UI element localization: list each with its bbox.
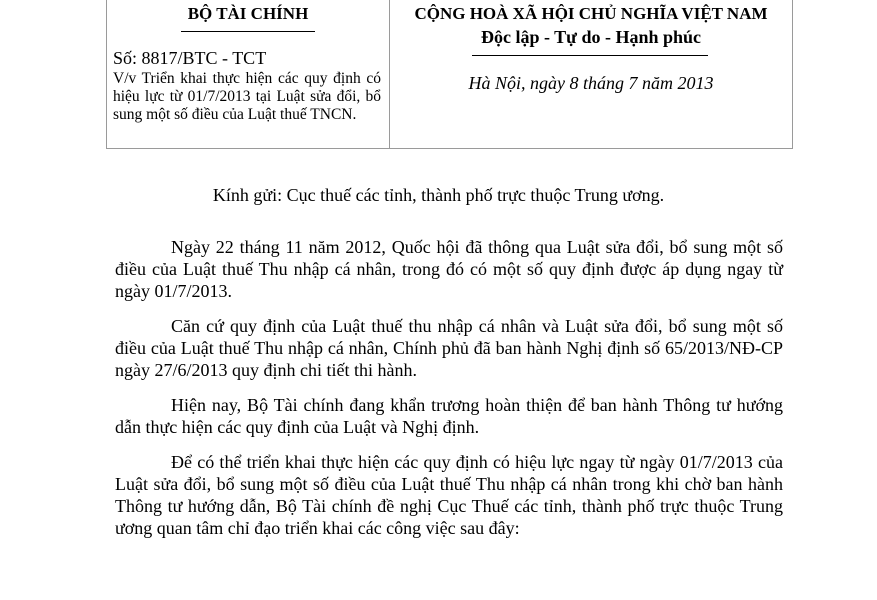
paragraph: Để có thể triển khai thực hiện các quy định có hiệu lực ngay từ ngày 01/7/2013 của Luật sửa đổi, bổ sung một số điều của Luật thuế Thu nhập cá nhân trong khi chờ ban hành Thông tư hướng dẫn, Bộ Tài chính đề nghị Cục Thuế các tỉnh, thành phố trực thuộc Trung ương quan tâm chỉ đạo triển khai các công việc sau đây:	[115, 452, 783, 538]
motto-underline	[472, 55, 708, 56]
issuer-underline	[181, 31, 315, 32]
document-header	[106, 0, 793, 149]
document-body	[115, 236, 783, 552]
paragraph: Hiện nay, Bộ Tài chính đang khẩn trương hoàn thiện để ban hành Thông tư hướng dẫn thực hiện các quy định của Luật và Nghị định.	[115, 395, 783, 437]
paragraph: Ngày 22 tháng 11 năm 2012, Quốc hội đã thông qua Luật sửa đổi, bổ sung một số điều của Luật thuế Thu nhập cá nhân, trong đó có một số quy định được áp dụng ngay từ ngày 01/7/2013.	[115, 237, 783, 301]
paragraph: Căn cứ quy định của Luật thuế thu nhập cá nhân và Luật sửa đổi, bổ sung một số điều của Luật thuế Thu nhập cá nhân, Chính phủ đã ban hành Nghị định số 65/2013/NĐ-CP ngày 27/6/2013 quy định chi tiết thi hành.	[115, 316, 783, 380]
national-motto: Độc lập - Tự do - Hạnh phúc	[480, 27, 702, 47]
place-and-date: Hà Nội, ngày 8 tháng 7 năm 2013	[468, 73, 714, 93]
document-subject: V/v Triển khai thực hiện các quy định có hiệu lực từ 01/7/2013 tại Luật sửa đổi, bổ sung một số điều của Luật thuế TNCN.	[113, 70, 381, 123]
document-number: Số: 8817/BTC - TCT	[113, 48, 267, 68]
issuer-column	[107, 0, 390, 148]
nation-column	[390, 0, 792, 148]
nation-name: CỘNG HOÀ XÃ HỘI CHỦ NGHĨA VIỆT NAM	[414, 4, 768, 23]
recipient-line: Kính gửi: Cục thuế các tỉnh, thành phố trực thuộc Trung ương.	[212, 185, 665, 205]
issuer-name: BỘ TÀI CHÍNH	[187, 4, 309, 23]
